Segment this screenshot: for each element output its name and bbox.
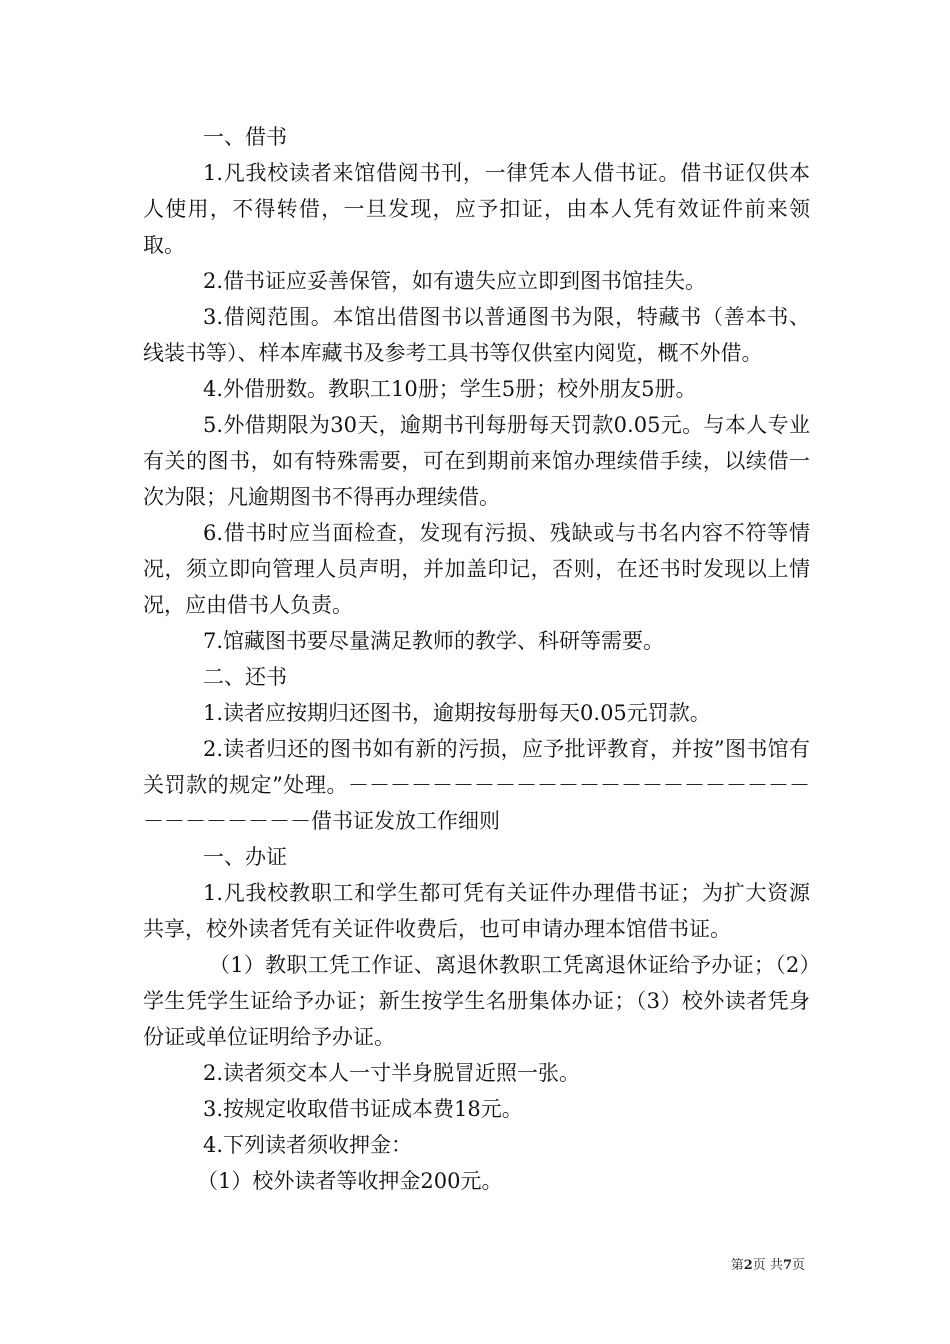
paragraph-return-1: 1.读者应按期归还图书，逾期按每册每天0.05元罚款。 [203, 701, 711, 725]
footer-prefix: 第 [730, 1258, 744, 1273]
paragraph-card-4: 4.下列读者须收押金： [203, 1133, 413, 1157]
paragraph-borrow-6: 6.借书时应当面检查，发现有污损、残缺或与书名内容不符等情况，须立即向管理人员声明，并加盖印记，否则，在还书时发现以上情况，应由借书人负责。 [143, 521, 810, 617]
paragraph-borrow-7: 7.馆藏图书要尽量满足教师的教学、科研等需要。 [203, 629, 665, 653]
paragraph-return-2: 2.读者归还的图书如有新的污损，应予批评教育，并按”图书馆有关罚款的规定”处理。－－－－－－－－－－－－－－－－－－－－－－－－－－－－－－借书证发放工作细则 [143, 737, 810, 833]
paragraph-card-3: 3.按规定收取借书证成本费18元。 [203, 1097, 523, 1121]
page-number-footer [731, 1254, 805, 1273]
paragraph-card-2: 2.读者须交本人一寸半身脱冒近照一张。 [203, 1061, 581, 1085]
heading-borrow: 一、借书 [203, 125, 287, 149]
footer-total-pages: 7 [782, 1258, 792, 1273]
paragraph-card-1-sub: （1）教职工凭工作证、离退休教职工凭离退休证给予办证；（2）学生凭学生证给予办证；新生按学生名册集体办证；（3）校外读者凭身份证或单位证明给予办证。 [143, 953, 810, 1049]
paragraph-borrow-1: 1.凡我校读者来馆借阅书刊，一律凭本人借书证。借书证仅供本人使用，不得转借，一旦发现，应予扣证，由本人凭有效证件前来领取。 [143, 161, 810, 257]
paragraph-borrow-3: 3.借阅范围。本馆出借图书以普通图书为限，特藏书（善本书、线装书等）、样本库藏书及参考工具书等仅供室内阅览，概不外借。 [143, 305, 810, 365]
paragraph-borrow-5: 5.外借期限为30天，逾期书刊每册每天罚款0.05元。与本人专业有关的图书，如有特殊需要，可在到期前来馆办理续借手续，以续借一次为限；凡逾期图书不得再办理续借。 [143, 413, 810, 509]
paragraph-borrow-4: 4.外借册数。教职工10册；学生5册；校外朋友5册。 [203, 377, 697, 401]
heading-card-issue: 一、办证 [203, 845, 287, 869]
footer-middle: 页 共 [752, 1258, 783, 1273]
footer-current-page: 2 [743, 1258, 753, 1273]
paragraph-card-4-sub: （1）校外读者等收押金200元。 [197, 1169, 503, 1193]
paragraph-card-1: 1.凡我校教职工和学生都可凭有关证件办理借书证；为扩大资源共享，校外读者凭有关证件收费后，也可申请办理本馆借书证。 [143, 881, 810, 941]
document-body [143, 119, 810, 1199]
heading-return: 二、还书 [203, 665, 287, 689]
paragraph-borrow-2: 2.借书证应妥善保管，如有遗失应立即到图书馆挂失。 [203, 269, 707, 293]
footer-suffix: 页 [791, 1258, 805, 1273]
